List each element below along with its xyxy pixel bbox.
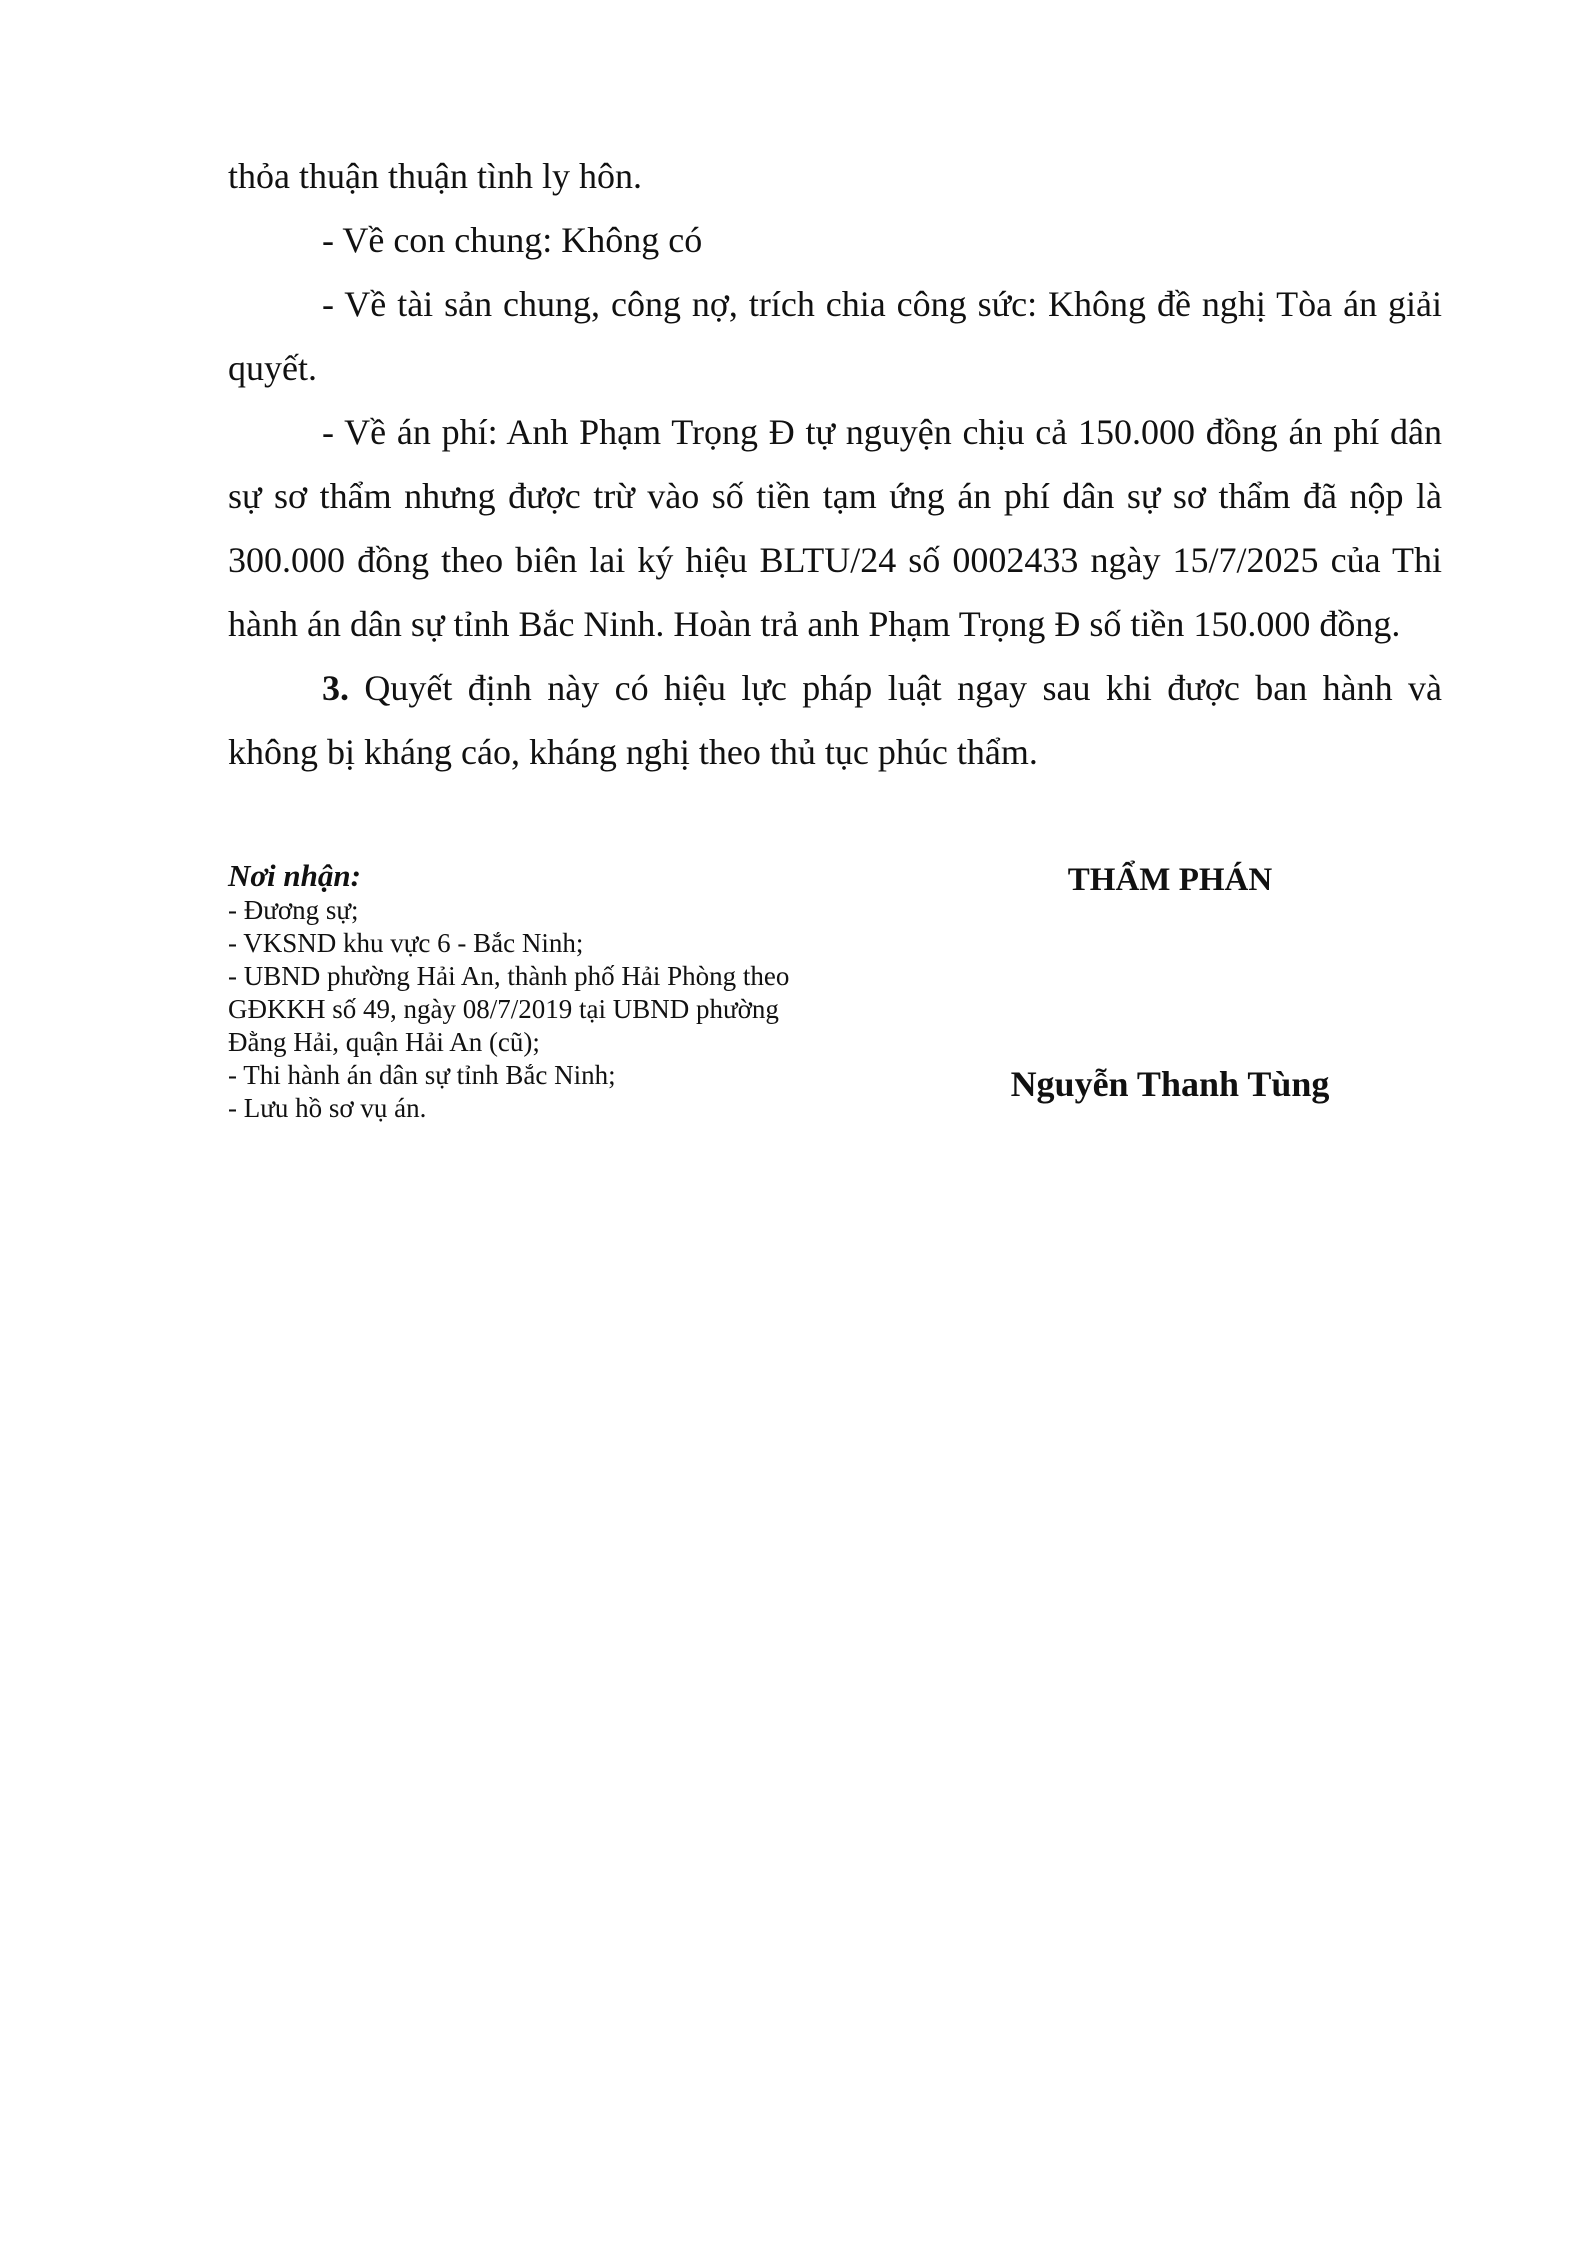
paragraph-property: - Về tài sản chung, công nợ, trích chia công sức: Không đề nghị Tòa án giải quyết.: [228, 284, 1442, 388]
recipient-line: - Lưu hồ sơ vụ án.: [228, 1093, 427, 1123]
paragraph-children: - Về con chung: Không có: [322, 220, 703, 260]
recipient-line: - Đương sự;: [228, 895, 359, 925]
recipient-line: - Thi hành án dân sự tỉnh Bắc Ninh;: [228, 1060, 616, 1090]
recipient-line: - UBND phường Hải An, thành phố Hải Phòng theo: [228, 961, 790, 991]
recipient-line: Đằng Hải, quận Hải An (cũ);: [228, 1027, 540, 1057]
decision-body: [228, 144, 1442, 784]
recipients-heading: Nơi nhận:: [228, 858, 361, 893]
recipients-block: [228, 858, 868, 1125]
paragraph-divorce-agreement: thỏa thuận thuận tình ly hôn.: [228, 156, 642, 196]
signer-name: Nguyễn Thanh Tùng: [1010, 1064, 1330, 1104]
item-number: 3.: [322, 668, 349, 708]
paragraph-effectiveness-text: Quyết định này có hiệu lực pháp luật ngay sau khi được ban hành và không bị kháng cáo, kháng nghị theo thủ tục phúc thẩm.: [228, 668, 1442, 772]
paragraph-effectiveness: [228, 656, 1442, 784]
recipient-line: - VKSND khu vực 6 - Bắc Ninh;: [228, 928, 584, 958]
recipient-line: GĐKKH số 49, ngày 08/7/2019 tại UBND phường: [228, 994, 779, 1024]
paragraph-court-fee: - Về án phí: Anh Phạm Trọng Đ tự nguyện chịu cả 150.000 đồng án phí dân sự sơ thẩm nhưng được trừ vào số tiền tạm ứng án phí dân sự sơ thẩm đã nộp là 300.000 đồng theo biên lai ký hiệu BLTU/24 số 0002433 ngày 15/7/2025 của Thi hành án dân sự tỉnh Bắc Ninh. Hoàn trả anh Phạm Trọng Đ số tiền 150.000 đồng.: [228, 412, 1442, 644]
signer-title: THẨM PHÁN: [1067, 862, 1273, 898]
